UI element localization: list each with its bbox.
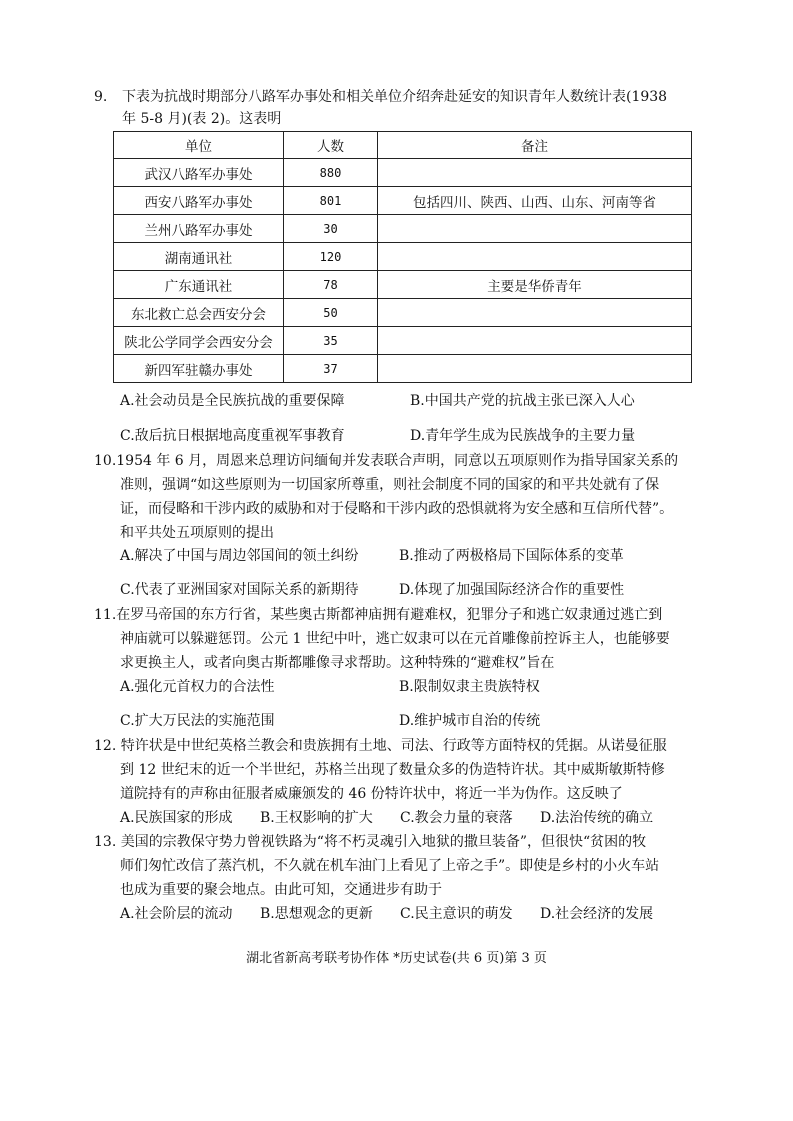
- q12-option-a: A.民族国家的形成: [120, 810, 233, 826]
- question-12-line2: 到 12 世纪末的近一个半世纪，苏格兰出现了数量众多的伪造特许状。其中威斯敏斯特修: [120, 762, 665, 778]
- cell-unit: 武汉八路军办事处: [114, 159, 284, 187]
- question-13-line1: 13. 美国的宗教保守势力曾视铁路为“将不朽灵魂引入地狱的撒旦装备”，但很快“贫困的牧: [94, 834, 647, 850]
- q11-option-d: D.维护城市自治的传统: [399, 713, 541, 729]
- table-row: [114, 243, 692, 271]
- cell-unit: 兰州八路军办事处: [114, 215, 284, 243]
- q12-option-b: B.王权影响的扩大: [260, 810, 373, 826]
- cell-unit: 西安八路军办事处: [114, 187, 284, 215]
- table-row: [114, 355, 692, 383]
- cell-unit: 东北救亡总会西安分会: [114, 299, 284, 327]
- question-13-line3: 也成为重要的聚会地点。由此可知，交通进步有助于: [120, 882, 442, 898]
- cell-count: 78: [284, 271, 378, 299]
- q10-option-b: B.推动了两极格局下国际体系的变革: [399, 548, 624, 564]
- cell-note: 主要是华侨青年: [378, 271, 692, 299]
- cell-note: 包括四川、陕西、山西、山东、河南等省: [378, 187, 692, 215]
- question-10-line1: 10.1954 年 6 月，周恩来总理访问缅甸并发表联合声明，同意以五项原则作为指导国家关系的: [94, 453, 679, 469]
- question-9-number: 9.: [94, 89, 108, 105]
- header-unit: 单位: [114, 132, 284, 159]
- header-count: 人数: [284, 132, 378, 159]
- question-12-line3: 道院持有的声称由征服者威廉颁发的 46 份特许状中，将近一半为伪作。这反映了: [120, 786, 623, 802]
- q9-option-a: A.社会动员是全民族抗战的重要保障: [120, 393, 345, 409]
- cell-unit: 广东通讯社: [114, 271, 284, 299]
- question-10-line3: 证，而侵略和干涉内政的威胁和对于侵略和干涉内政的恐惧就将为安全感和互信所代替”。: [120, 501, 674, 517]
- q13-option-a: A.社会阶层的流动: [120, 906, 233, 922]
- question-11-line1: 11.在罗马帝国的东方行省，某些奥古斯都神庙拥有避难权，犯罪分子和逃亡奴隶通过逃亡到: [94, 607, 663, 623]
- question-9-stem-line2: 年 5-8 月)(表 2)。这表明: [122, 111, 282, 127]
- q10-option-a: A.解决了中国与周边邻国间的领土纠纷: [120, 548, 359, 564]
- question-10-line4: 和平共处五项原则的提出: [120, 525, 274, 541]
- q9-option-c: C.敌后抗日根据地高度重视军事教育: [120, 428, 345, 444]
- cell-count: 880: [284, 159, 378, 187]
- q9-option-d: D.青年学生成为民族战争的主要力量: [410, 428, 636, 444]
- cell-note: [378, 243, 692, 271]
- table-row: [114, 187, 692, 215]
- q13-option-d: D.社会经济的发展: [540, 906, 654, 922]
- q12-option-d: D.法治传统的确立: [540, 810, 654, 826]
- question-11-line3: 求更换主人，或者向奥古斯都雕像寻求帮助。这种特殊的“避难权”旨在: [120, 655, 555, 671]
- cell-unit: 新四军驻赣办事处: [114, 355, 284, 383]
- q12-option-c: C.教会力量的衰落: [400, 810, 513, 826]
- cell-unit: 陕北公学同学会西安分会: [114, 327, 284, 355]
- q11-option-b: B.限制奴隶主贵族特权: [399, 679, 540, 695]
- q10-option-d: D.体现了加强国际经济合作的重要性: [399, 582, 625, 598]
- table-row: [114, 299, 692, 327]
- question-9-stem-line1: 下表为抗战时期部分八路军办事处和相关单位介绍奔赴延安的知识青年人数统计表(1938: [122, 89, 668, 105]
- youth-statistics-table: [113, 131, 692, 383]
- cell-note: [378, 327, 692, 355]
- cell-note: [378, 159, 692, 187]
- q13-option-b: B.思想观念的更新: [260, 906, 373, 922]
- cell-note: [378, 215, 692, 243]
- q10-option-c: C.代表了亚洲国家对国际关系的新期待: [120, 582, 359, 598]
- cell-count: 801: [284, 187, 378, 215]
- page-footer: 湖北省新高考联考协作体 *历史试卷(共 6 页)第 3 页: [246, 951, 547, 966]
- q11-option-a: A.强化元首权力的合法性: [120, 679, 275, 695]
- header-note: 备注: [378, 132, 692, 159]
- cell-unit: 湖南通讯社: [114, 243, 284, 271]
- q11-option-c: C.扩大万民法的实施范围: [120, 713, 275, 729]
- cell-count: 120: [284, 243, 378, 271]
- question-13-line2: 师们匆忙改信了蒸汽机，不久就在机车油门上看见了上帝之手”。即使是乡村的小火车站: [120, 858, 660, 874]
- table-row: [114, 271, 692, 299]
- cell-count: 37: [284, 355, 378, 383]
- cell-count: 35: [284, 327, 378, 355]
- q9-option-b: B.中国共产党的抗战主张已深入人心: [410, 393, 635, 409]
- q13-option-c: C.民主意识的萌发: [400, 906, 513, 922]
- table-header-row: [114, 132, 692, 159]
- question-10-line2: 准则，强调“如这些原则为一切国家所尊重，则社会制度不同的国家的和平共处就有了保: [120, 477, 660, 493]
- table-row: [114, 159, 692, 187]
- cell-note: [378, 355, 692, 383]
- cell-count: 50: [284, 299, 378, 327]
- question-12-line1: 12. 特许状是中世纪英格兰教会和贵族拥有土地、司法、行政等方面特权的凭据。从诺曼征服: [94, 738, 667, 754]
- cell-count: 30: [284, 215, 378, 243]
- table-row: [114, 327, 692, 355]
- table-row: [114, 215, 692, 243]
- question-11-line2: 神庙就可以躲避惩罚。公元 1 世纪中叶，逃亡奴隶可以在元首雕像前控诉主人，也能够要: [120, 631, 670, 647]
- cell-note: [378, 299, 692, 327]
